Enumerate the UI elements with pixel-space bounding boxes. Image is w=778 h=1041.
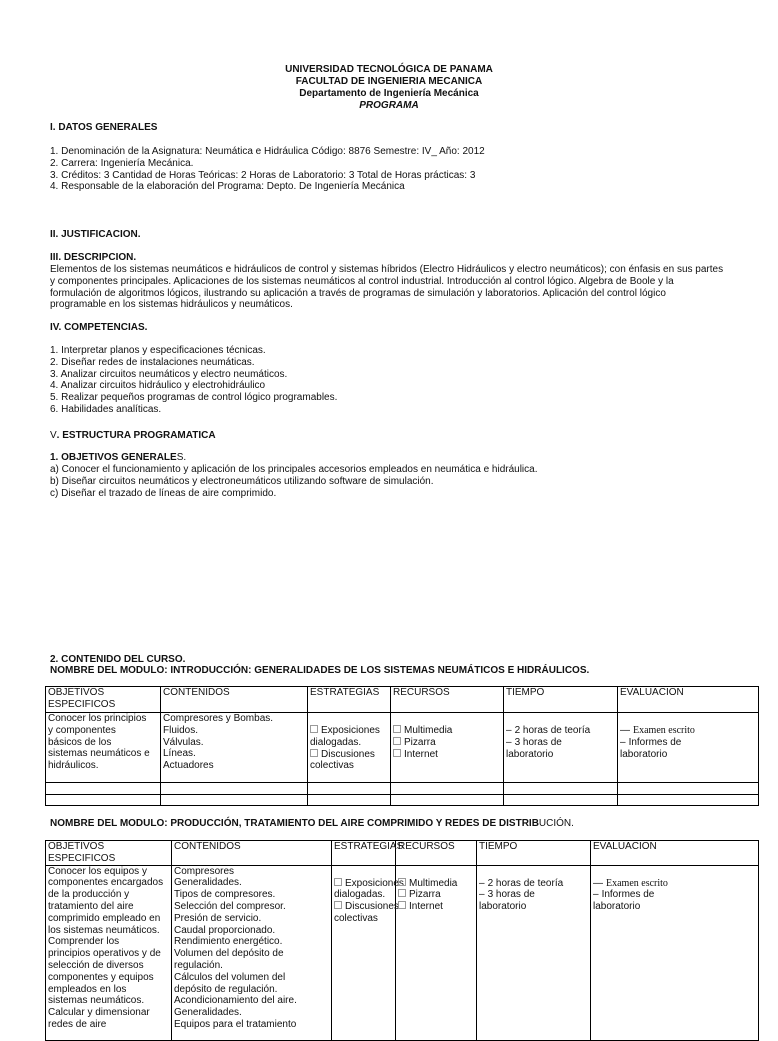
table-row bbox=[46, 713, 759, 783]
contenido-curso-title: 2. CONTENIDO DEL CURSO. bbox=[50, 654, 186, 665]
section-descripcion-text bbox=[50, 264, 770, 311]
bullet-square-icon bbox=[334, 878, 342, 886]
paragraph-line: formulación de algoritmos lógicos, ilustrando su aplicación a través de programas de simulación y laboratorios. Aplicación del control lógico bbox=[50, 287, 666, 299]
cell-objetivos: Conocer los equipos y componentes encargados de la producción y tratamiento del aire comprimido empleado en los sistemas neumáticos. Comprender los principios operativos y de selección de diversos componentes y equipos empleados en los sistemas neumáticos. Calcular y dimensionar redes de aire bbox=[46, 865, 172, 1040]
table-header-row bbox=[46, 687, 759, 713]
module-1-table bbox=[45, 686, 759, 806]
header-tiempo: TIEMPO bbox=[477, 841, 591, 866]
header-recursos: RECURSOS bbox=[391, 687, 504, 713]
section-competencias-list bbox=[50, 345, 760, 416]
cell-tiempo: – 2 horas de teoría – 3 horas de laboratorio bbox=[477, 865, 591, 1040]
section-estructura-title bbox=[50, 430, 760, 442]
faculty-name: FACULTAD DE INGENIERIA MECANICA bbox=[295, 76, 483, 87]
paragraph-line: programable en los sistemas hidráulicos y neumáticos. bbox=[50, 299, 293, 311]
list-item: 1. Denominación de la Asignatura: Neumática e Hidráulica Código: 8876 Semestre: IV_ Año: 2012 bbox=[50, 146, 485, 157]
cell-contenidos: Compresores Generalidades. Tipos de compresores. Selección del compresor. Presión de servicio. Caudal proporcionado. Rendimiento energético. Volumen del depósito de regulación. Cálculos del volumen del depósito de regulación. Acondicionamiento del aire. Generalidades. Equipos para el tratamiento bbox=[172, 865, 332, 1040]
list-item: 2. Diseñar redes de instalaciones neumáticas. bbox=[50, 356, 255, 368]
cell-recursos: Multimedia Pizarra Internet bbox=[396, 865, 477, 1040]
cell-evaluacion: — Examen escrito – Informes de laboratorio bbox=[618, 713, 759, 783]
header-contenidos: CONTENIDOS bbox=[161, 687, 308, 713]
bullet-square-icon bbox=[310, 725, 318, 733]
university-name: UNIVERSIDAD TECNOLÓGICA DE PANAMA bbox=[285, 64, 493, 75]
bullet-square-icon bbox=[334, 901, 342, 909]
objetivos-generales-title bbox=[50, 452, 760, 464]
list-item: c) Diseñar el trazado de líneas de aire comprimido. bbox=[50, 487, 277, 499]
list-item: a) Conocer el funcionamiento y aplicación de los principales accesorios empleados en neumática e hidráulica. bbox=[50, 464, 538, 475]
objetivos-generales-label-tail: S. bbox=[176, 452, 187, 463]
header-evaluacion: EVALUACION bbox=[591, 841, 759, 866]
bullet-square-icon bbox=[398, 901, 406, 909]
department-name: Departamento de Ingeniería Mecánica bbox=[299, 88, 479, 99]
table-row bbox=[46, 865, 759, 1040]
paragraph-line: y componentes principales. Aplicaciones de los sistemas neumáticos al control industrial. Introducción al control lógico. Algebra de Boole y la bbox=[50, 275, 674, 287]
header-objetivos: OBJETIVOS ESPECIFICOS bbox=[46, 687, 161, 713]
list-item: 5. Realizar pequeños programas de control lógico programables. bbox=[50, 392, 338, 404]
bullet-square-icon bbox=[393, 749, 401, 757]
list-item: 4. Responsable de la elaboración del Programa: Depto. De Ingeniería Mecánica bbox=[50, 181, 405, 193]
cell-recursos: Multimedia Pizarra Internet bbox=[391, 713, 504, 783]
list-item: 2. Carrera: Ingeniería Mecánica. bbox=[50, 157, 194, 169]
header-objetivos: OBJETIVOS ESPECIFICOS bbox=[46, 841, 172, 866]
section-datos-generales-list bbox=[50, 146, 760, 193]
list-item: b) Diseñar circuitos neumáticos y electroneumáticos utilizando software de simulación. bbox=[50, 475, 434, 487]
objetivos-generales-list bbox=[50, 464, 760, 499]
header-evaluacion: EVALUACION bbox=[618, 687, 759, 713]
bullet-square-icon bbox=[310, 749, 318, 757]
bullet-square-icon bbox=[393, 725, 401, 733]
list-item: 4. Analizar circuitos hidráulico y electrohidráulico bbox=[50, 380, 266, 392]
header-contenidos: CONTENIDOS bbox=[172, 841, 332, 866]
objetivos-generales-label: 1. OBJETIVOS GENERALE bbox=[50, 452, 177, 463]
cell-evaluacion: — Examen escrito – Informes de laboratorio bbox=[591, 865, 759, 1040]
header-estrategias: ESTRATEGIAS bbox=[308, 687, 391, 713]
section-competencias-title: IV. COMPETENCIAS. bbox=[50, 322, 148, 333]
module-2-table bbox=[45, 840, 759, 1041]
paragraph-line: Elementos de los sistemas neumáticos e hidráulicos de control y sistemas híbridos (Electro Hidráulicos y electro neumáticos); con énfasis en sus partes bbox=[50, 264, 724, 275]
bullet-square-icon bbox=[393, 737, 401, 745]
table-row-empty bbox=[46, 783, 759, 795]
cell-contenidos: Compresores y Bombas. Fluidos. Válvulas. Líneas. Actuadores bbox=[161, 713, 308, 783]
header-tiempo: TIEMPO bbox=[504, 687, 618, 713]
list-item: 3. Analizar circuitos neumáticos y electro neumáticos. bbox=[50, 368, 288, 380]
document-header bbox=[0, 64, 778, 112]
section-justificacion-title: II. JUSTIFICACION. bbox=[50, 229, 141, 240]
bullet-square-icon bbox=[398, 878, 406, 886]
module-1-title: NOMBRE DEL MODULO: INTRODUCCIÓN: GENERALIDADES DE LOS SISTEMAS NEUMÁTICOS E HIDRÁULICOS. bbox=[50, 665, 590, 676]
header-estrategias: ESTRATEGIAS bbox=[332, 841, 396, 866]
list-item: 6. Habilidades analíticas. bbox=[50, 403, 162, 415]
cell-objetivos: Conocer los principios y componentes básicos de los sistemas neumáticos e hidráulicos. bbox=[46, 713, 161, 783]
module-2-title: NOMBRE DEL MODULO: PRODUCCIÓN, TRATAMIENTO DEL AIRE COMPRIMIDO Y REDES DE DISTRIBUCIÓN. bbox=[50, 818, 574, 829]
document-type: PROGRAMA bbox=[359, 100, 419, 111]
section-descripcion-title: III. DESCRIPCION. bbox=[50, 252, 137, 263]
list-item: 3. Créditos: 3 Cantidad de Horas Teóricas: 2 Horas de Laboratorio: 3 Total de Horas prácticas: 3 bbox=[50, 169, 476, 181]
section-estructura-prefix: V bbox=[50, 430, 57, 441]
cell-estrategias: Exposiciones dialogadas. Discusiones colectivas bbox=[332, 865, 396, 1040]
cell-tiempo: – 2 horas de teoría – 3 horas de laboratorio bbox=[504, 713, 618, 783]
header-recursos: RECURSOS bbox=[396, 841, 477, 866]
table-header-row bbox=[46, 841, 759, 866]
section-datos-generales-title: I. DATOS GENERALES bbox=[50, 122, 158, 133]
table-row-empty bbox=[46, 795, 759, 806]
bullet-square-icon bbox=[398, 889, 406, 897]
list-item: 1. Interpretar planos y especificaciones técnicas. bbox=[50, 345, 266, 356]
cell-estrategias: Exposiciones dialogadas. Discusiones colectivas bbox=[308, 713, 391, 783]
section-estructura-rest: . ESTRUCTURA PROGRAMATICA bbox=[56, 430, 216, 441]
